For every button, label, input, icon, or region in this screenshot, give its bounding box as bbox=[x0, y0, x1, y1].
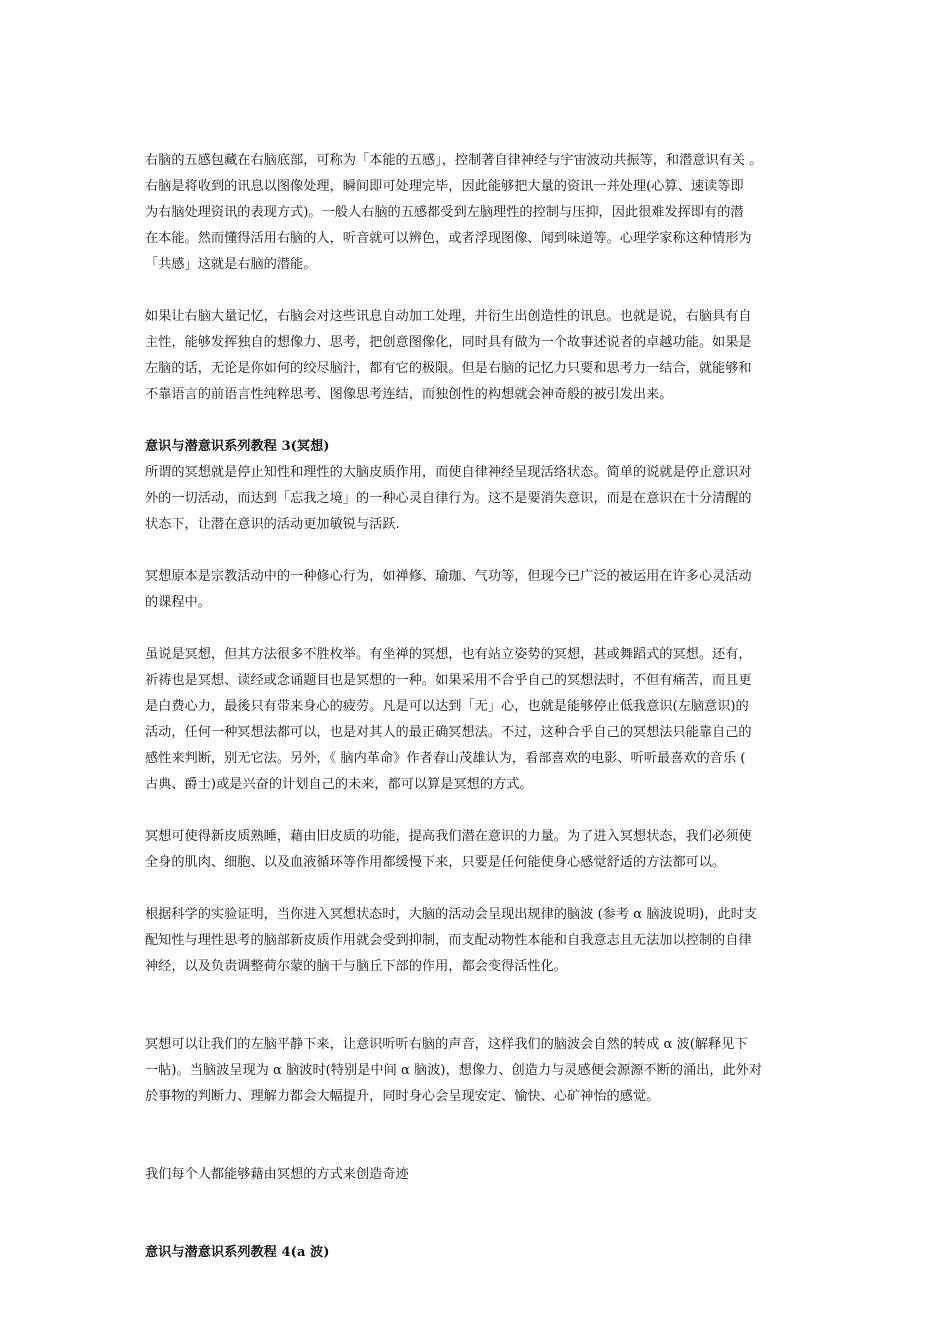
paragraph-miracle: 我们每个人都能够藉由冥想的方式来创造奇迹 bbox=[145, 1167, 409, 1182]
paragraph-meditation-definition: 所谓的冥想就是停止知性和理性的大脑皮质作用，而使自律神经呈现活络状态。简单的说就是停止意识对 外的一切活动，而达到「忘我之境」的一种心灵自律行为。这不是要消失意识，而是在意识在十分清醒的 状态下，让潜在意识的活动更加敏锐与活跃. bbox=[145, 465, 752, 532]
paragraph-meditation-methods: 虽说是冥想，但其方法很多不胜枚举。有坐禅的冥想，也有站立姿势的冥想，甚或舞蹈式的冥想。还有， 祈祷也是冥想、读经或念诵题目也是冥想的一种。如果采用不合乎自己的冥想法时，不但有痛苦，而且更 是白费心力，最後只有带来身心的疲劳。凡是可以达到「无」心，也就是能够停止低我意识(左脑意识)的 活动，任何一种冥想法都可以，也是对其人的最正确冥想法。不过，这种合乎自己的冥想法只能靠自己的 感性来判断，别无它法。另外，《 脑内革命》作者春山茂雄认为，看部喜欢的电影、听听最喜欢的音乐 ( 古典、爵士)或是兴奋的计划自己的未来，都可以算是冥想的方式。 bbox=[145, 647, 752, 792]
document-body bbox=[145, 148, 813, 1266]
section-heading-4: 意识与潜意识系列教程 4(a 波) bbox=[145, 1245, 330, 1260]
paragraph-brainwave-science: 根据科学的实验证明，当你进入冥想状态时，大脑的活动会呈现出规律的脑波 (参考 α 脑波说明)，此时支 配知性与理性思考的脑部新皮质作用就会受到抑制，而支配动物性本能和自我意志且无法加以控制的自律 神经，以及负责调整荷尔蒙的脑干与脑丘下部的作用，都会变得活性化。 bbox=[145, 907, 758, 974]
paragraph-right-brain-memory: 如果让右脑大量记忆，右脑会对这些讯息自动加工处理，并衍生出创造性的讯息。也就是说，右脑具有自 主性，能够发挥独自的想像力、思考，把创意图像化，同时具有做为一个故事述说者的卓越功能。如果是 左脑的话，无论是你如何的绞尽脑汁，都有它的极限。但是右脑的记忆力只要和思考力一结合，就能够和 不靠语言的前语言性纯粹思考、图像思考连结，而独创性的构想就会神奇般的被引发出来。 bbox=[145, 309, 752, 402]
paragraph-meditation-effects: 冥想可使得新皮质熟睡，藉由旧皮质的功能，提高我们潜在意识的力量。为了进入冥想状态，我们必须使 全身的肌肉、细胞、以及血液循环等作用都缓慢下来，只要是任何能使身心感觉舒适的方法都可以。 bbox=[145, 829, 752, 870]
paragraph-right-brain-senses: 右脑的五感包藏在右脑底部，可称为「本能的五感」，控制著自律神经与宇宙波动共振等，和潜意识有关 。 右脑是将收到的讯息以图像处理，瞬间即可处理完毕，因此能够把大量的资讯一并处理(心算、速读等即 为右脑处理资讯的表现方式)。一般人右脑的五感都受到左脑理性的控制与压抑，因此很难发挥即有的潜 在本能。然而懂得活用右脑的人，听音就可以辨色，或者浮现图像、闻到味道等。心理学家称这种情形为 「共感」这就是右脑的潜能。 bbox=[145, 153, 763, 272]
paragraph-meditation-origin: 冥想原本是宗教活动中的一种修心行为，如禅修、瑜珈、气功等，但现今已广泛的被运用在许多心灵活动 的课程中。 bbox=[145, 569, 752, 610]
section-heading-3: 意识与潜意识系列教程 3(冥想) bbox=[145, 439, 330, 454]
paragraph-alpha-wave: 冥想可以让我们的左脑平静下来，让意识听听右脑的声音，这样我们的脑波会自然的转成 α 波(解释见下 一帖)。当脑波呈现为 α 脑波时(特别是中间 α 脑波)，想像力、创造力与灵感便会源源不断的涌出，此外对 於事物的判断力、理解力都会大幅提升，同时身心会呈现安定、愉快、心矿神怡的感觉。 bbox=[145, 1037, 763, 1104]
